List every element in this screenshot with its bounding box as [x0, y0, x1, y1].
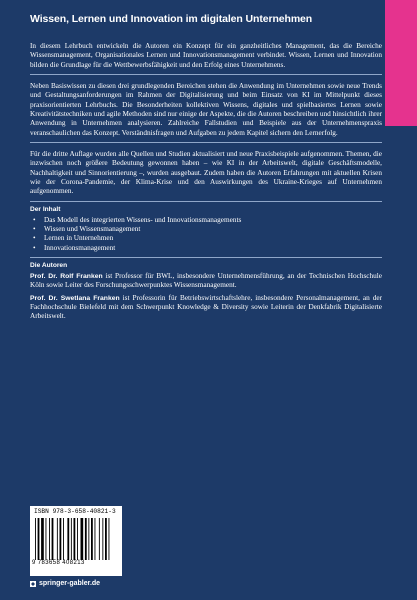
divider [30, 201, 382, 202]
isbn-label: ISBN 978-3-658-40821-3 [34, 508, 116, 515]
list-item [30, 234, 382, 243]
list-item [30, 244, 382, 253]
list-item-text: Das Modell des integrierten Wissens- und Innovationsmanagements [44, 215, 242, 224]
edition-paragraph: Für die dritte Auflage wurden alle Quellen und Studien aktualisiert und neue Praxisbeispiele aufgenommen. Themen, die inzwischen noch größere Bedeutung gewonnen haben – wie KI in der Arbeitswelt, digitale Geschäftsmodelle, Nachhaltigkeit und Sinnorientierung –, wurden ausgebaut. Zudem haben die Autoren Erfahrungen mit aktuellen Krisen wie der Corona-Pandemie, der Klima-Krise und den Auswirkungen des Ukraine-Krieges auf Unternehmen aufgenommen. [30, 150, 382, 196]
list-item-text: Lernen in Unternehmen [44, 234, 114, 243]
intro-paragraph: In diesem Lehrbuch entwickeln die Autoren ein Konzept für ein ganzheitliches Management, das die Bereiche Wissensmanagement, Organisationales Lernen und Innovationsmanagement verbindet. Wissen, Lernen und Innovation bilden die Grundlage für die Wettbewerbsfähigkeit und den Erfolg eines Unternehmens. [30, 42, 382, 69]
back-cover-text [30, 13, 382, 325]
author-entry [30, 272, 382, 291]
description-paragraph: Neben Basiswissen zu diesen drei grundlegenden Bereichen stehen die Anwendung im Unternehmen sowie neue Trends und Gestaltungsanforderungen im Rahmen der Digitalisierung und beim Einsatz von KI im Mittelpunkt dieses praxisorientierten Lehrbuchs. Die Besonderheiten kollektiven Wissens, digitales und spielbasiertes Lernen sowie Kreativitätstechniken und agile Methoden sind nur einige der Aspekte, die die Autoren beschreiben und hinsichtlich ihrer Anwendung in Unternehmen analysieren. Zahlreiche Fallstudien und Beispiele aus der Unternehmenspraxis veranschaulichen das Konzept. Verständnisfragen und Aufgaben zu jedem Kapitel sichern den Lernerfolg. [30, 82, 382, 137]
bullet-icon: • [33, 215, 36, 224]
isbn-barcode [30, 506, 122, 576]
publisher-url: springer-gabler.de [39, 580, 101, 587]
barcode-icon [35, 518, 117, 560]
publisher-footer [30, 580, 100, 587]
author-entry [30, 294, 382, 322]
author-bio: ist Professor für BWL, insbesondere Unternehmensführung, an der Technischen Hochschule Köln sowie Leiter des Forschungsschwerpunktes Wissensmanagement. [30, 272, 383, 290]
divider [30, 74, 382, 75]
springer-logo-icon [30, 581, 36, 587]
author-name: Prof. Dr. Swetlana Franken [30, 294, 120, 302]
contents-heading: Der Inhalt [30, 205, 61, 213]
contents-list [30, 216, 382, 253]
list-item-text: Innovationsmanagement [44, 243, 116, 252]
barcode-number: 9 783658 408213 [32, 560, 85, 566]
book-title: Wissen, Lernen und Innovation im digitalen Unternehmen [30, 13, 313, 25]
list-item [30, 216, 382, 225]
author-name: Prof. Dr. Rolf Franken [30, 273, 103, 280]
authors-heading: Die Autoren [30, 262, 68, 269]
author-bio: ist Professorin für Betriebswirtschaftslehre, insbesondere Personalmanagement, an der Fachhochschule Bielefeld mit dem Schwerpunkt Knowledge & Diversity sowie Leiterin der Denkfabrik Digitalisierte Arbeitswelt. [30, 293, 382, 321]
list-item-text: Wissen und Wissensmanagement [44, 225, 141, 234]
bullet-icon: • [33, 243, 36, 252]
bullet-icon: • [33, 234, 36, 243]
divider [30, 142, 382, 143]
list-item [30, 225, 382, 234]
accent-bar [385, 0, 417, 126]
divider [30, 257, 382, 258]
bullet-icon: • [33, 225, 36, 234]
